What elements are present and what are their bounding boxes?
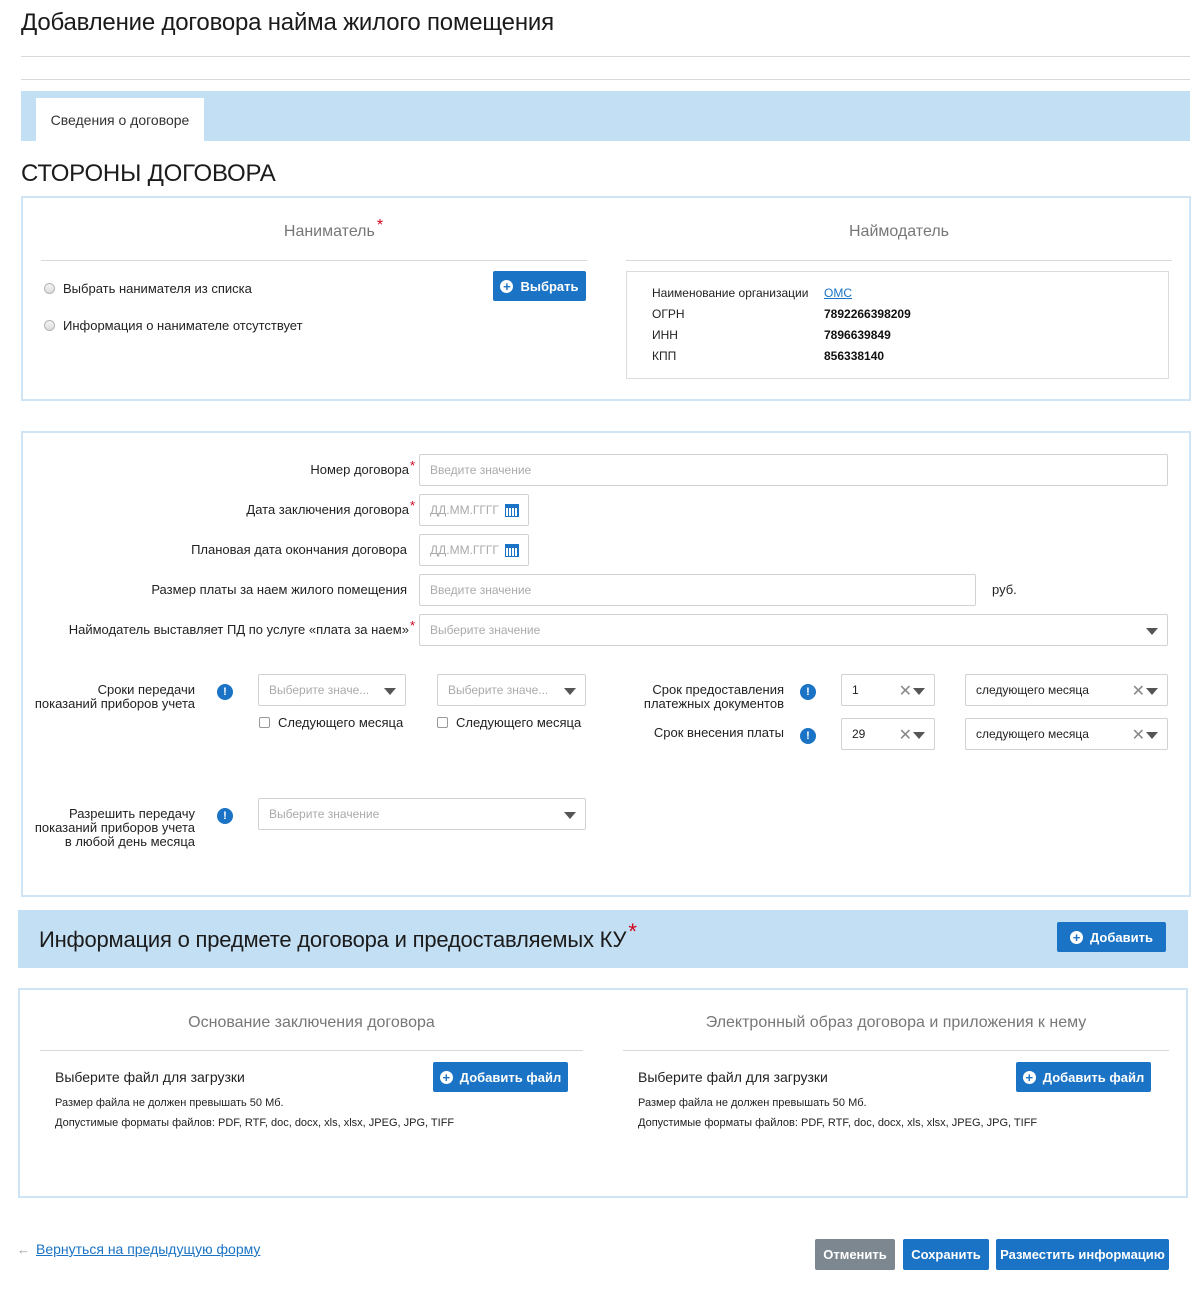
basis-heading: Основание заключения договора [188, 1014, 435, 1031]
add-ku-button[interactable]: + Добавить [1057, 922, 1166, 952]
landlord-heading: Наймодатель [848, 223, 949, 240]
planned-end-date-input[interactable]: ДД.ММ.ГГГГ [419, 534, 529, 566]
payment-docs-day-select[interactable]: 1 ✕ [841, 674, 935, 706]
any-day-label: Разрешить передачу показаний приборов учета в любой день месяца [34, 806, 195, 849]
meter-term-select-1[interactable]: Выберите значе... [258, 674, 406, 706]
info-icon[interactable]: ! [800, 684, 816, 700]
plus-icon: + [440, 1071, 453, 1084]
inn-row: ИНН 7896639849 [652, 328, 891, 342]
kpp-row: КПП 856338140 [652, 349, 885, 363]
arrow-left-icon: ← [17, 1241, 30, 1257]
divider [21, 56, 1190, 57]
conclusion-date-label: Дата заключения договора* [246, 498, 415, 517]
tab-bar [21, 91, 1190, 141]
info-icon[interactable]: ! [217, 808, 233, 824]
next-month-checkbox-1[interactable]: Следующего месяца [259, 715, 403, 730]
landlord-pd-select[interactable]: Выберите значение [419, 614, 1168, 646]
choose-tenant-button[interactable]: + Выбрать [493, 271, 586, 301]
chevron-down-icon [913, 688, 925, 695]
checkbox[interactable] [259, 717, 270, 728]
divider [40, 1050, 583, 1051]
contract-form-panel [21, 431, 1191, 897]
chevron-down-icon [1146, 732, 1158, 739]
calendar-icon[interactable] [505, 544, 519, 557]
planned-end-date-label: Плановая дата окончания договора [191, 542, 407, 557]
contract-number-input[interactable]: Введите значение [419, 454, 1168, 486]
plus-icon: + [1070, 931, 1083, 944]
info-icon[interactable]: ! [217, 684, 233, 700]
payment-docs-month-select[interactable]: следующего месяца ✕ [965, 674, 1168, 706]
divider [626, 260, 1172, 261]
divider [41, 260, 587, 261]
image-formats-hint: Допустимые форматы файлов: PDF, RTF, doc, docx, xls, xlsx, JPEG, JPG, TIFF [638, 1117, 1038, 1129]
rent-unit: руб. [992, 582, 1017, 597]
cancel-button[interactable]: Отменить [815, 1239, 895, 1270]
meter-term-select-2[interactable]: Выберите значе... [437, 674, 586, 706]
org-name-link[interactable]: ОМС [824, 286, 852, 300]
landlord-pd-label: Наймодатель выставляет ПД по услуге «плата за наем»* [68, 618, 415, 637]
next-month-checkbox-2[interactable]: Следующего месяца [437, 715, 581, 730]
basis-choose-label: Выберите файл для загрузки [55, 1069, 245, 1085]
image-choose-label: Выберите файл для загрузки [638, 1069, 828, 1085]
page-title: Добавление договора найма жилого помещения [21, 9, 554, 36]
info-icon[interactable]: ! [800, 728, 816, 744]
back-link[interactable]: ← Вернуться на предыдущую форму [17, 1241, 261, 1257]
save-button[interactable]: Сохранить [903, 1239, 989, 1270]
close-icon[interactable]: ✕ [898, 683, 912, 700]
chevron-down-icon [1146, 688, 1158, 695]
any-day-select[interactable]: Выберите значение [258, 798, 586, 830]
image-size-hint: Размер файла не должен превышать 50 Мб. [638, 1097, 867, 1109]
chevron-down-icon [564, 812, 576, 819]
basis-formats-hint: Допустимые форматы файлов: PDF, RTF, doc, docx, xls, xlsx, JPEG, JPG, TIFF [55, 1117, 455, 1129]
chevron-down-icon [384, 688, 396, 695]
chevron-down-icon [913, 732, 925, 739]
rent-amount-label: Размер платы за наем жилого помещения [151, 582, 407, 597]
chevron-down-icon [564, 688, 576, 695]
plus-icon: + [500, 280, 513, 293]
tab-contract-info[interactable]: Сведения о договоре [36, 98, 204, 141]
chevron-down-icon [1146, 628, 1158, 635]
payment-docs-term-label: Срок предоставления платежных документов [643, 682, 784, 711]
plus-icon: + [1023, 1071, 1036, 1084]
radio-button[interactable] [44, 283, 55, 294]
image-heading: Электронный образ договора и приложения к нему [705, 1014, 1087, 1031]
radio-button[interactable] [44, 320, 55, 331]
checkbox[interactable] [437, 717, 448, 728]
close-icon[interactable]: ✕ [1131, 683, 1145, 700]
conclusion-date-input[interactable]: ДД.ММ.ГГГГ [419, 494, 529, 526]
payment-day-select[interactable]: 29 ✕ [841, 718, 935, 750]
divider [21, 79, 1190, 80]
basis-size-hint: Размер файла не должен превышать 50 Мб. [55, 1097, 284, 1109]
close-icon[interactable]: ✕ [898, 727, 912, 744]
ku-section-header [18, 910, 1188, 968]
payment-month-select[interactable]: следующего месяца ✕ [965, 718, 1168, 750]
radio-select-tenant[interactable]: Выбрать нанимателя из списка [44, 281, 252, 296]
close-icon[interactable]: ✕ [1131, 727, 1145, 744]
tenant-heading: Наниматель * [283, 217, 384, 240]
publish-button[interactable]: Разместить информацию [996, 1239, 1169, 1270]
ku-section-title: Информация о предмете договора и предоставляемых КУ* [39, 919, 637, 952]
image-add-file-button[interactable]: + Добавить файл [1016, 1062, 1151, 1092]
parties-section-title: СТОРОНЫ ДОГОВОРА [21, 160, 276, 187]
radio-tenant-absent[interactable]: Информация о нанимателе отсутствует [44, 318, 303, 333]
org-name-row: Наименование организации ОМС [652, 286, 852, 300]
rent-amount-input[interactable]: Введите значение [419, 574, 976, 606]
landlord-info-box [626, 271, 1169, 379]
meter-terms-label: Сроки передачи показаний приборов учета [34, 682, 195, 711]
calendar-icon[interactable] [505, 504, 519, 517]
basis-add-file-button[interactable]: + Добавить файл [433, 1062, 568, 1092]
contract-number-label: Номер договора* [310, 458, 415, 477]
divider [623, 1050, 1169, 1051]
ogrn-row: ОГРН 7892266398209 [652, 307, 911, 321]
payment-term-label: Срок внесения платы [653, 725, 784, 740]
